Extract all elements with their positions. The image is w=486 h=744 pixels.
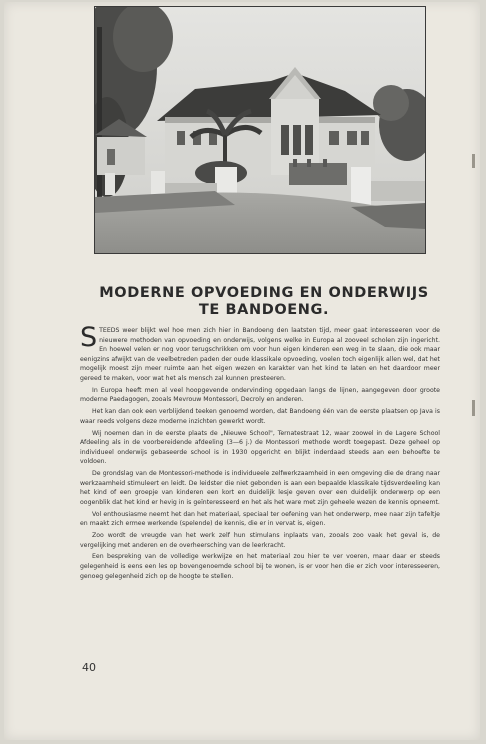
article-paragraph-7: Zoo wordt de vreugde van het werk zelf hun stimulans inplaats van, zooals zoo vaak het geval is, de vergelijking met anderen en de overheersching van de leerkracht.: [80, 532, 440, 549]
paragraph-text: TEEDS weer blijkt wel hoe men zich hier in Bandoeng den laatsten tijd, meer gaat interesseeren voor de nieuwere methoden van opvoeding en onderwijs, volgens welke in Europa al zooveel scholen zijn ingericht. En hoewel velen er nog voor terugschrikken om voor hun eigen kinderen een weg in te slaan, die ook maar eenigzins afwijkt van de veelbetreden paden der oude klassikale opvoeding, voelen toch eigenlijk allen wel, dat het mogelijk moest zijn meer ruimte aan het eigen wezen en karakter van het kind te laten en het daardoor meer gereed te maken, voor wat het als mensch zal kunnen presteeren.: [80, 327, 440, 382]
page-number: 40: [82, 661, 96, 674]
article-title-line-2: TE BANDOENG.: [198, 302, 330, 318]
article-paragraph-6: Vol enthousiasme neemt het dan het materiaal, speciaal ter oefening van het onderwerp, mee naar zijn tafeltje en maakt zich ermee werkende (spelende) de kennis, die er in vervat is, eigen.: [80, 510, 440, 528]
drop-cap: S: [80, 322, 98, 353]
article-paragraph-3: Het kan dan ook een verblijdend teeken genoemd worden, dat Bandoeng één van de eerste plaatsen op Java is waar reeds volgens deze moderne inzichten gewerkt wordt.: [80, 408, 440, 425]
magazine-page: [4, 2, 480, 740]
page-edge-mark: [472, 400, 475, 416]
article-paragraph-1: [80, 322, 440, 384]
page-edge-mark: [472, 154, 475, 168]
article-paragraph-2: In Europa heeft men al veel hoopgevende ondervinding opgedaan langs de lijnen, aangegeven door groote moderne Paedagogen, zooals Mevrouw Montessori, Decroly en anderen.: [80, 386, 440, 404]
article-paragraph-8: Een bespreking van de volledige werkwijze en het materiaal zou hier te ver voeren, maar daar er steeds gelegenheid is eens een les op bovengenoemde school bij te wonen, is er voor hen die er zich voor interesseeren, genoeg gelegenheid zich op de hoogte te stellen.: [80, 553, 440, 580]
article-paragraph-5: De grondslag van de Montessori-methode is individueele zelfwerkzaamheid in een omgeving die de drang naar werkzaamheid stimuleert en leidt. De leidster die niet gebonden is aan een bepaalde klassikale tijdsverdeeling kan het kind of een groepje van kinderen een kort en duidelijk lesje geven over een duidelijk onderwerp op een oogenblik dat het kind er hevig in is geïnteresseerd en het als het ware met zijn geheele wezen de kennis opneemt.: [80, 470, 440, 506]
school-building-photo: [94, 6, 426, 254]
photo-image: [95, 7, 425, 253]
article-body: [80, 322, 440, 583]
article-paragraph-4: Wij noemen dan in de eerste plaats de „Nieuwe School", Ternatestraat 12, waar zoowel in de Lagere School Afdeeling als in de voorbereidende afdeeling (3—6 j.) de Montessori methode wordt toegepast. Deze geheel op individueel onderwijs gebaseerde school is in 1930 opgericht en blijkt inderdaad steeds aan een behoefte te voldoen.: [80, 429, 440, 466]
article-title-line-1: MODERNE OPVOEDING EN ONDERWIJS: [99, 285, 429, 301]
